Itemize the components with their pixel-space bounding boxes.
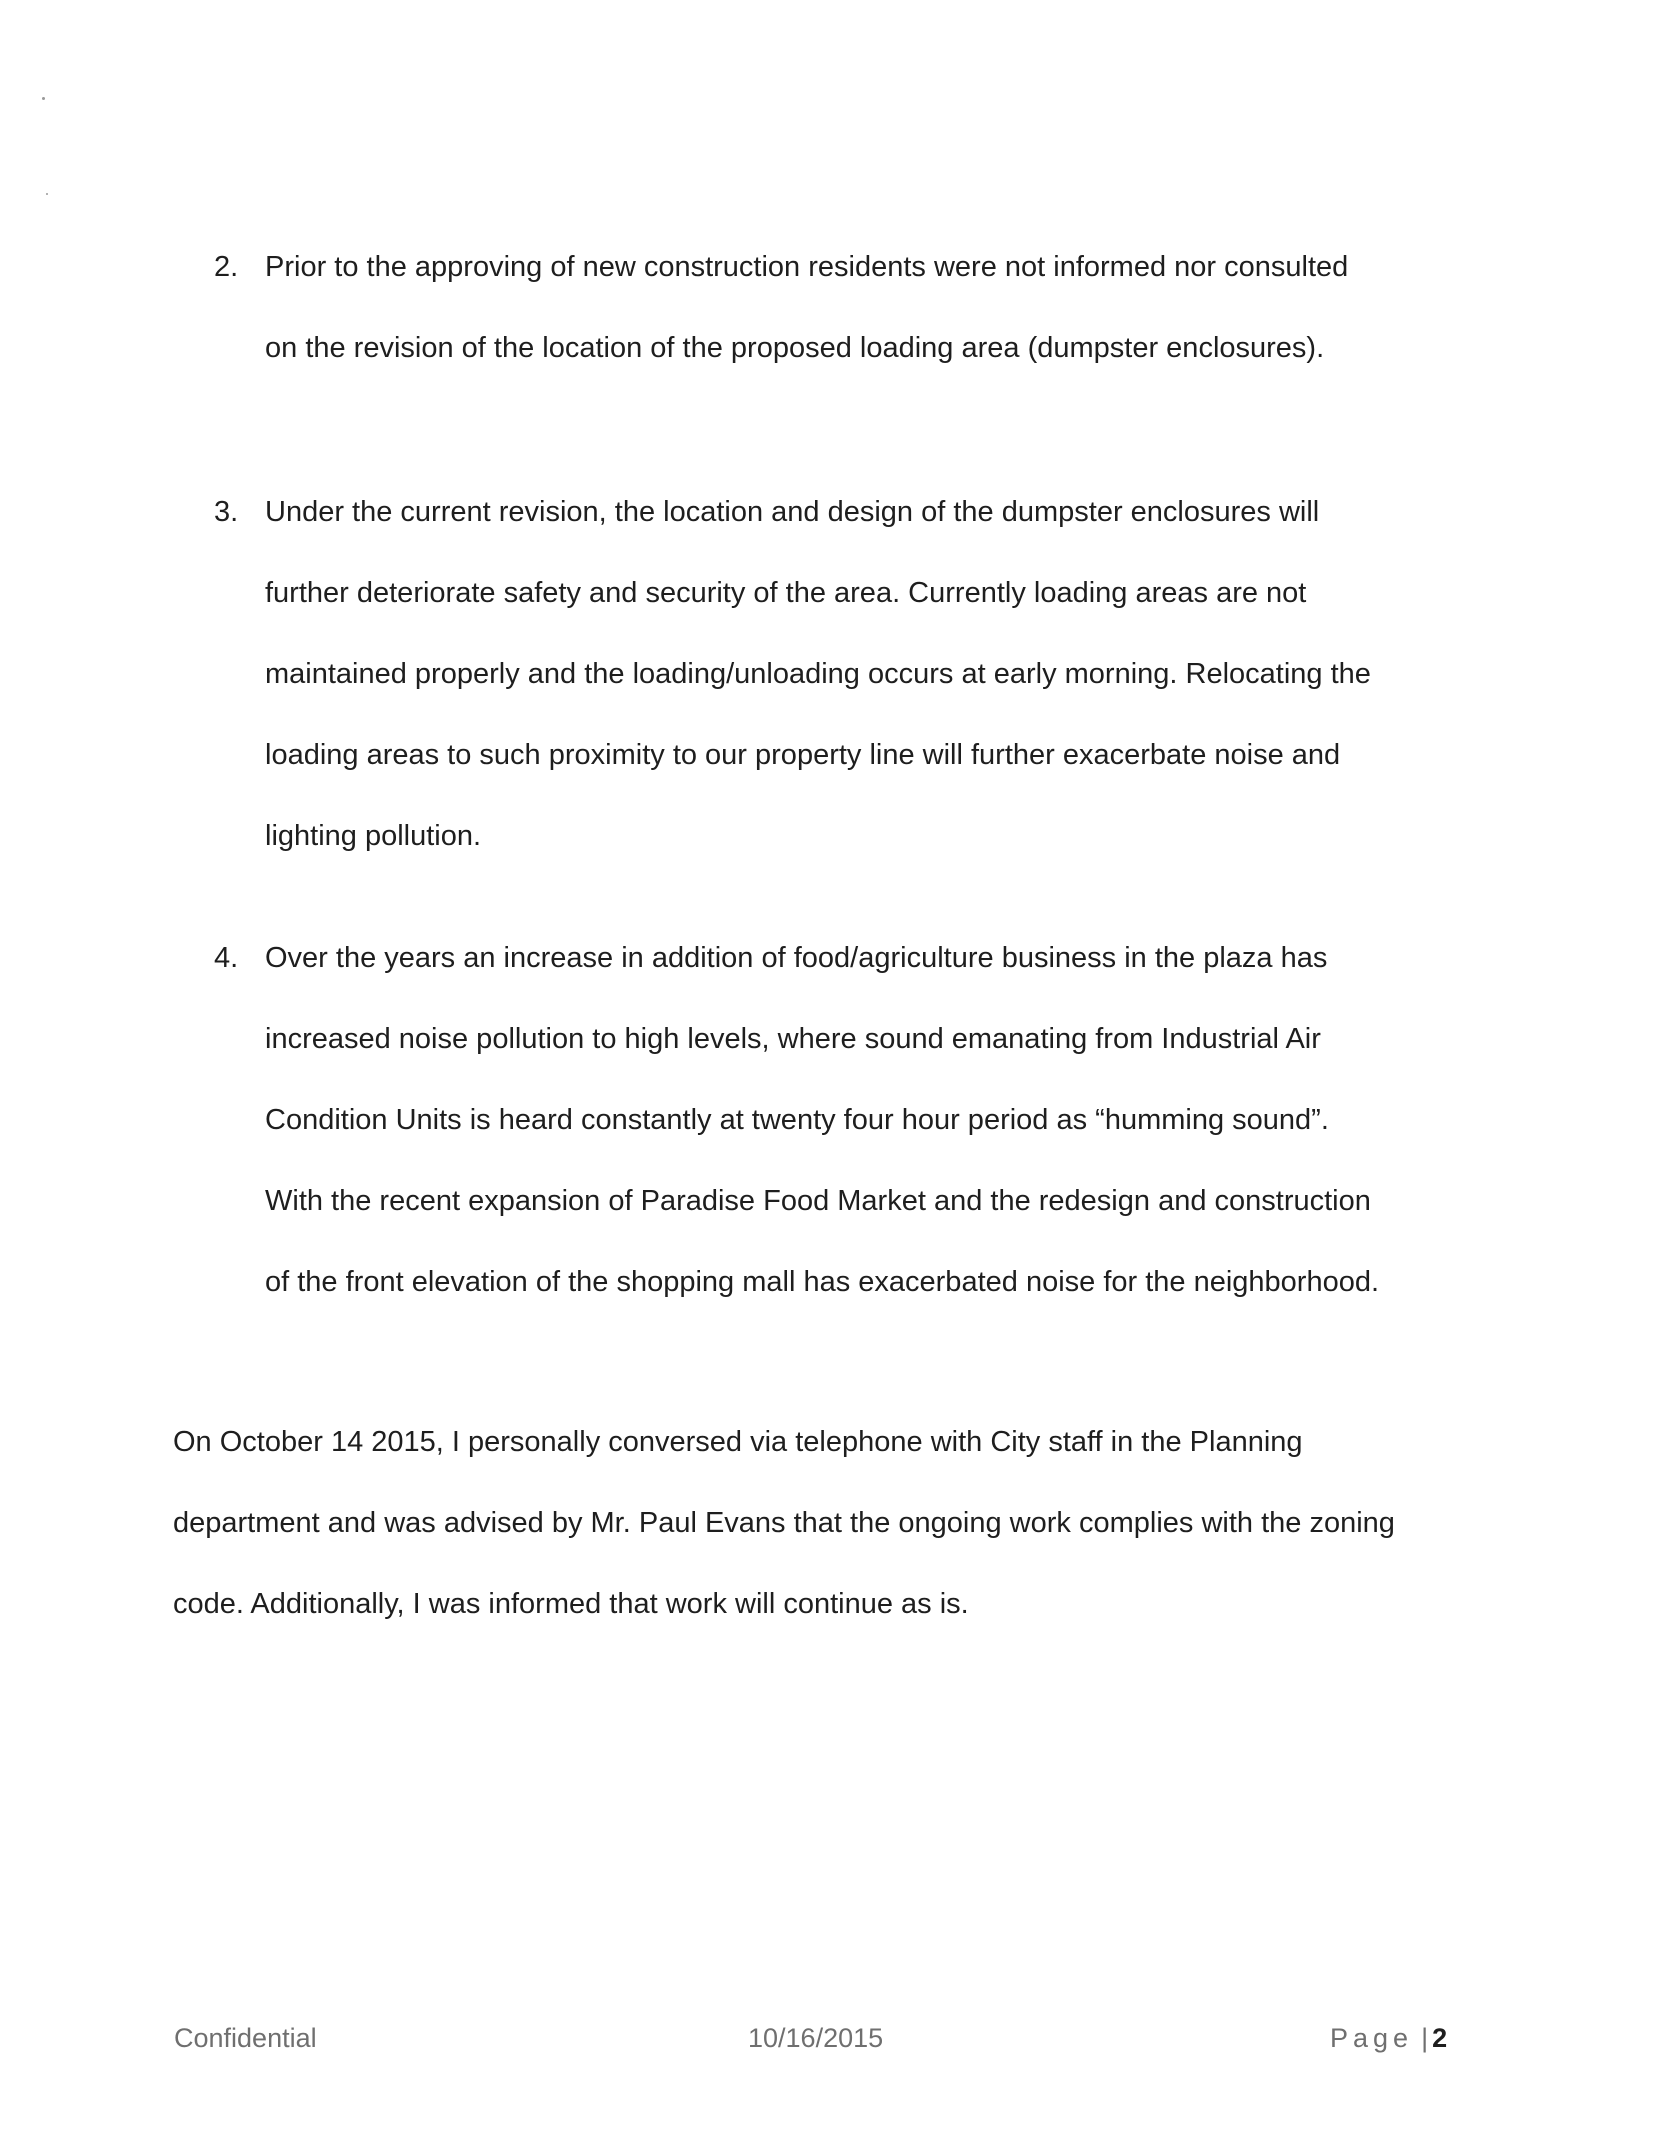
body-paragraph [173,1402,1493,1645]
scan-speck [42,97,45,100]
text-line: department and was advised by Mr. Paul Evans that the ongoing work complies with the zoning [173,1507,1395,1539]
list-number: 4. [214,942,239,974]
footer-page-indicator [1330,2020,1447,2056]
list-item-text [265,918,1505,1323]
text-line: code. Additionally, I was informed that work will continue as is. [173,1588,969,1620]
text-line: On October 14 2015, I personally conversed via telephone with City staff in the Planning [173,1426,1303,1458]
list-item-text [265,227,1505,389]
text-line: maintained properly and the loading/unloading occurs at early morning. Relocating the [265,658,1371,690]
text-line: Over the years an increase in addition of food/agriculture business in the plaza has [265,942,1328,974]
page-label: Page [1330,2023,1414,2053]
scan-speck [46,193,48,195]
text-line: Prior to the approving of new construction residents were not informed nor consulted [265,251,1349,283]
text-line: Under the current revision, the location and design of the dumpster enclosures will [265,496,1320,528]
text-line: With the recent expansion of Paradise Food Market and the redesign and construction [265,1185,1371,1217]
text-line: further deteriorate safety and security of the area. Currently loading areas are not [265,577,1307,609]
text-line: loading areas to such proximity to our property line will further exacerbate noise and [265,739,1341,771]
text-line: Condition Units is heard constantly at twenty four hour period as “humming sound”. [265,1104,1329,1136]
footer-date: 10/16/2015 [748,2023,884,2053]
list-number: 3. [214,496,239,528]
page-number: 2 [1432,2023,1448,2053]
list-number: 2. [214,251,239,283]
footer-confidential: Confidential [174,2023,317,2053]
text-line: increased noise pollution to high levels, where sound emanating from Industrial Air [265,1023,1321,1055]
page-separator: | [1421,2023,1429,2053]
text-line: of the front elevation of the shopping mall has exacerbated noise for the neighborhood. [265,1266,1380,1298]
text-line: lighting pollution. [265,820,482,852]
list-item-text [265,472,1505,877]
text-line: on the revision of the location of the proposed loading area (dumpster enclosures). [265,332,1325,364]
